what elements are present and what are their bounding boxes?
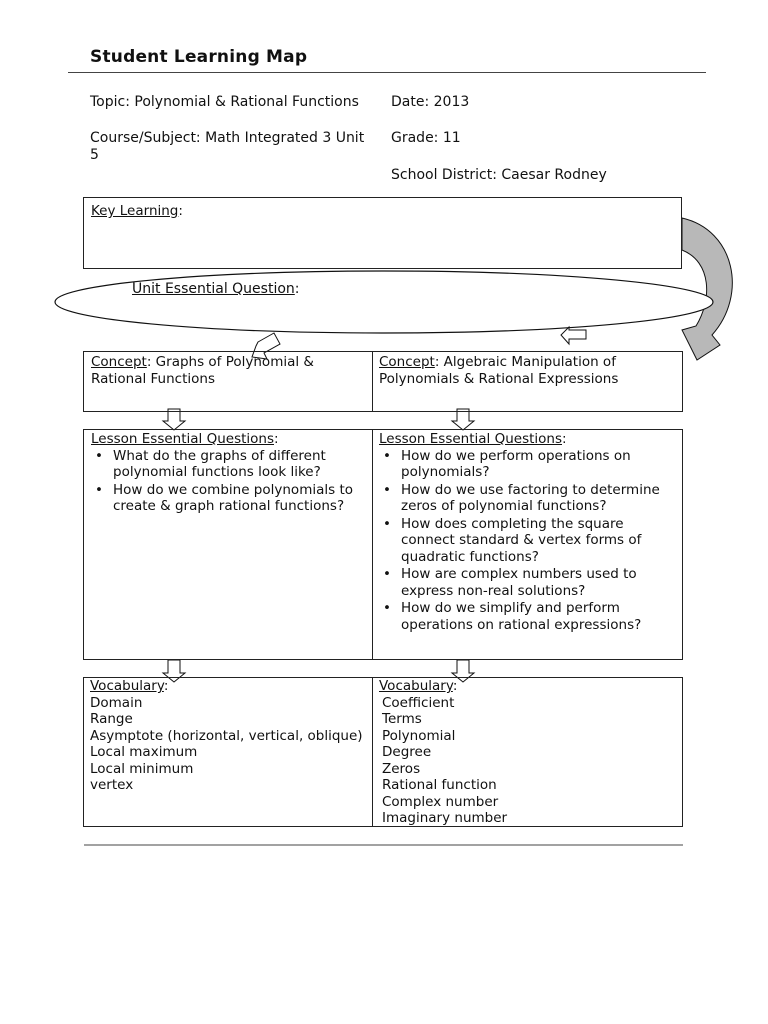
left-arrow-icon xyxy=(561,327,586,344)
course-text: Course/Subject: Math Integrated 3 Unit 5 xyxy=(90,130,365,163)
vocab-item: Degree xyxy=(382,744,432,760)
vocabulary-label: Vocabulary: xyxy=(379,678,458,694)
key-learning-box xyxy=(83,197,682,269)
lesson-cell-2 xyxy=(372,429,683,660)
vocab-item: Domain xyxy=(90,694,143,711)
vocab-item: Range xyxy=(90,711,133,727)
concept-cell-1: Concept: Graphs of Polynomial & Rational Functions xyxy=(83,351,373,412)
list-item: • How do we simplify and perform operations on rational expressions? xyxy=(401,600,679,633)
vocab-item: Zeros xyxy=(382,760,421,777)
page-title: Student Learning Map xyxy=(90,47,308,67)
vocab-item: Local maximum xyxy=(90,744,198,760)
lesson-questions-list xyxy=(379,448,679,634)
list-item: • How do we use factoring to determine zeros of polynomial functions? xyxy=(401,482,679,515)
vocabulary-cell-2 xyxy=(372,677,683,827)
vocab-item: Imaginary number xyxy=(382,810,508,826)
vocab-item: Coefficient xyxy=(382,694,455,711)
lesson-questions-list xyxy=(91,448,369,515)
list-item: • How are complex numbers used to express non-real solutions? xyxy=(401,566,679,599)
lesson-cell-1 xyxy=(83,429,373,660)
list-item: • How do we combine polynomials to create & graph rational functions? xyxy=(113,482,369,515)
vocab-item: Complex number xyxy=(382,793,499,810)
down-arrow-icon xyxy=(452,409,474,430)
concept-cell-2: Concept: Algebraic Manipulation of Polynomials & Rational Expressions xyxy=(372,351,683,412)
vocab-item: Local minimum xyxy=(90,760,194,777)
lesson-label: Lesson Essential Questions: xyxy=(91,431,279,447)
lesson-label: Lesson Essential Questions: xyxy=(379,431,567,447)
vocab-item: Asymptote (horizontal, vertical, oblique) xyxy=(90,727,363,744)
list-item: • How do we perform operations on polynomials? xyxy=(401,448,679,481)
vocab-item: Rational function xyxy=(382,777,497,793)
unit-question-label: Unit Essential Question: xyxy=(132,281,300,297)
vocab-item: Terms xyxy=(382,711,422,727)
vocab-item: Polynomial xyxy=(382,727,456,744)
vocabulary-label: Vocabulary: xyxy=(90,678,169,694)
key-learning-label: Key Learning: xyxy=(91,203,183,219)
date-text: Date: 2013 xyxy=(391,94,470,110)
vocabulary-cell-1 xyxy=(83,677,373,827)
down-arrow-icon xyxy=(163,409,185,430)
list-item: • How does completing the square connect standard & vertex forms of quadratic functions? xyxy=(401,516,679,566)
vocab-item: vertex xyxy=(90,777,134,793)
grade-text: Grade: 11 xyxy=(391,130,461,146)
district-text: School District: Caesar Rodney xyxy=(391,167,607,183)
list-item: • What do the graphs of different polynomial functions look like? xyxy=(113,448,369,481)
curved-arrow-icon xyxy=(682,218,732,360)
topic-text: Topic: Polynomial & Rational Functions xyxy=(90,94,359,110)
